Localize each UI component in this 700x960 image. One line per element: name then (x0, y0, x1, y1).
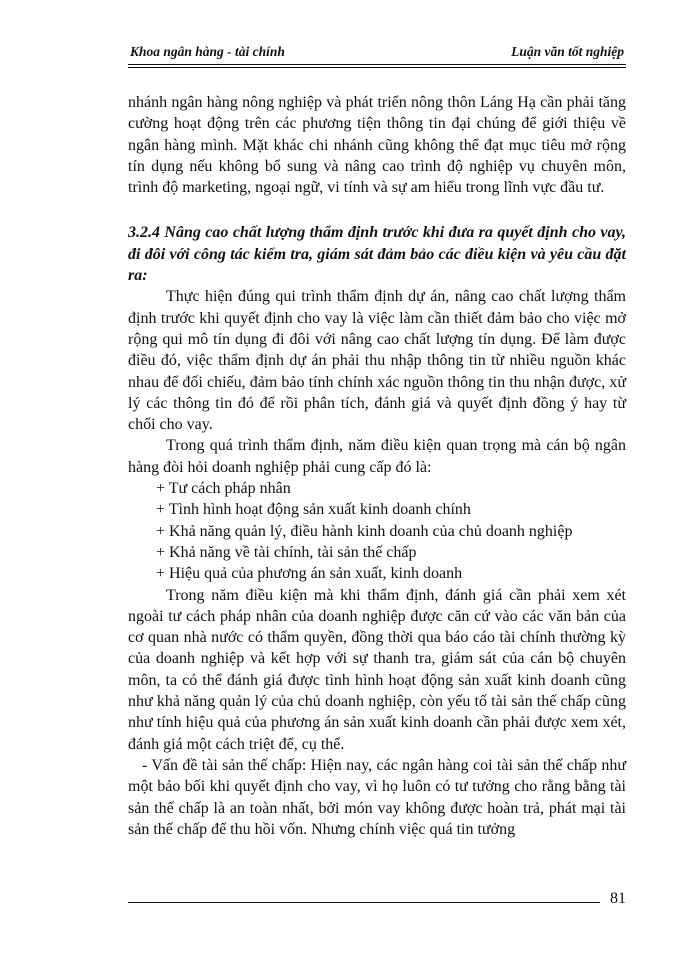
paragraph-collateral: - Vấn đề tài sản thế chấp: Hiện nay, các ngân hàng coi tài sản thế chấp như một bảo bối khi quyết định cho vay, vì họ luôn có tư tưởng cho rằng bằng tài sản thế chấp là an toàn nhất, bởi món vay không được hoàn trả, phát mại tài sản thế chấp để thu hồi vốn. Nhưng chính việc quá tin tưởng (128, 756, 626, 838)
paragraph-appraisal: Thực hiện đúng qui trình thẩm định dự án, nâng cao chất lượng thẩm định trước khi quyết định cho vay là việc làm cần thiết đảm bảo cho việc mở rộng qui mô tín dụng đi đôi với nâng cao chất lượng tín dụng. Để làm được điều đó, việc thẩm định dự án phải thu nhập thông tin từ nhiều nguồn khác nhau để đối chiếu, đảm bảo tính chính xác nguồn thông tin thu nhận được, xử lý các thông tin đó để rồi phân tích, đánh giá và quyết định đồng ý hay từ chối cho vay. (128, 288, 626, 434)
list-item: + Tư cách pháp nhân (156, 480, 291, 498)
paragraph-evaluation: Trong năm điều kiện mà khi thẩm định, đánh giá cần phải xem xét ngoài tư cách pháp nhân của doanh nghiệp được căn cứ vào các văn bản của cơ quan nhà nước có thẩm quyền, đồng thời qua báo cáo tài chính thường kỳ của doanh nghiệp và kết hợp với sự thanh tra, giám sát của cán bộ chuyên môn, ta có thể đánh giá được tình hình hoạt động sản xuất kinh doanh cũng như khả năng quản lý của chủ doanh nghiệp, còn yếu tố tài sản thế chấp cũng như tính hiệu quả của phương án sản xuất kinh doanh cần phải được xem xét, đánh giá một cách triệt để, cụ thể. (128, 586, 626, 753)
header-rule-thin (128, 67, 626, 68)
paragraph-conditions: Trong quá trình thẩm định, năm điều kiện quan trọng mà cán bộ ngân hàng đòi hỏi doanh nghiệp phải cung cấp đó là: (128, 437, 626, 476)
list-item: + Khả năng về tài chính, tài sản thế chấp (156, 543, 417, 561)
conditions-list (128, 478, 626, 584)
header-faculty: Khoa ngân hàng - tài chính (130, 44, 285, 59)
section-heading: 3.2.4 Nâng cao chất lượng thẩm định trước khi đưa ra quyết định cho vay, đi đôi với công tác kiểm tra, giám sát đảm bảo các điều kiện và yêu cầu đặt ra: (128, 224, 626, 285)
page-header (128, 40, 626, 66)
paragraph-intro: nhánh ngân hàng nông nghiệp và phát triển nông thôn Láng Hạ cần phải tăng cường hoạt động trên các phương tiện thông tin đại chúng để giới thiệu về ngân hàng mình. Mặt khác chi nhánh cũng không thể đạt mục tiêu mở rộng tín dụng nếu không bổ sung và nâng cao trình độ nghiệp vụ chuyên môn, trình độ marketing, ngoại ngữ, vi tính và sự am hiểu trong lĩnh vực đầu tư. (128, 94, 626, 197)
footer-rule (128, 902, 600, 903)
list-item: + Tình hình hoạt động sản xuất kinh doanh chính (156, 501, 471, 519)
page-number: 81 (610, 890, 626, 907)
page-footer (128, 890, 626, 908)
list-item: + Hiệu quả của phương án sản xuất, kinh doanh (156, 565, 463, 583)
list-item: + Khả năng quản lý, điều hành kinh doanh của chủ doanh nghiệp (156, 522, 573, 540)
header-rule-thick (128, 64, 626, 65)
page-body (128, 92, 626, 840)
header-thesis-title: Luận văn tốt nghiệp (511, 44, 624, 59)
